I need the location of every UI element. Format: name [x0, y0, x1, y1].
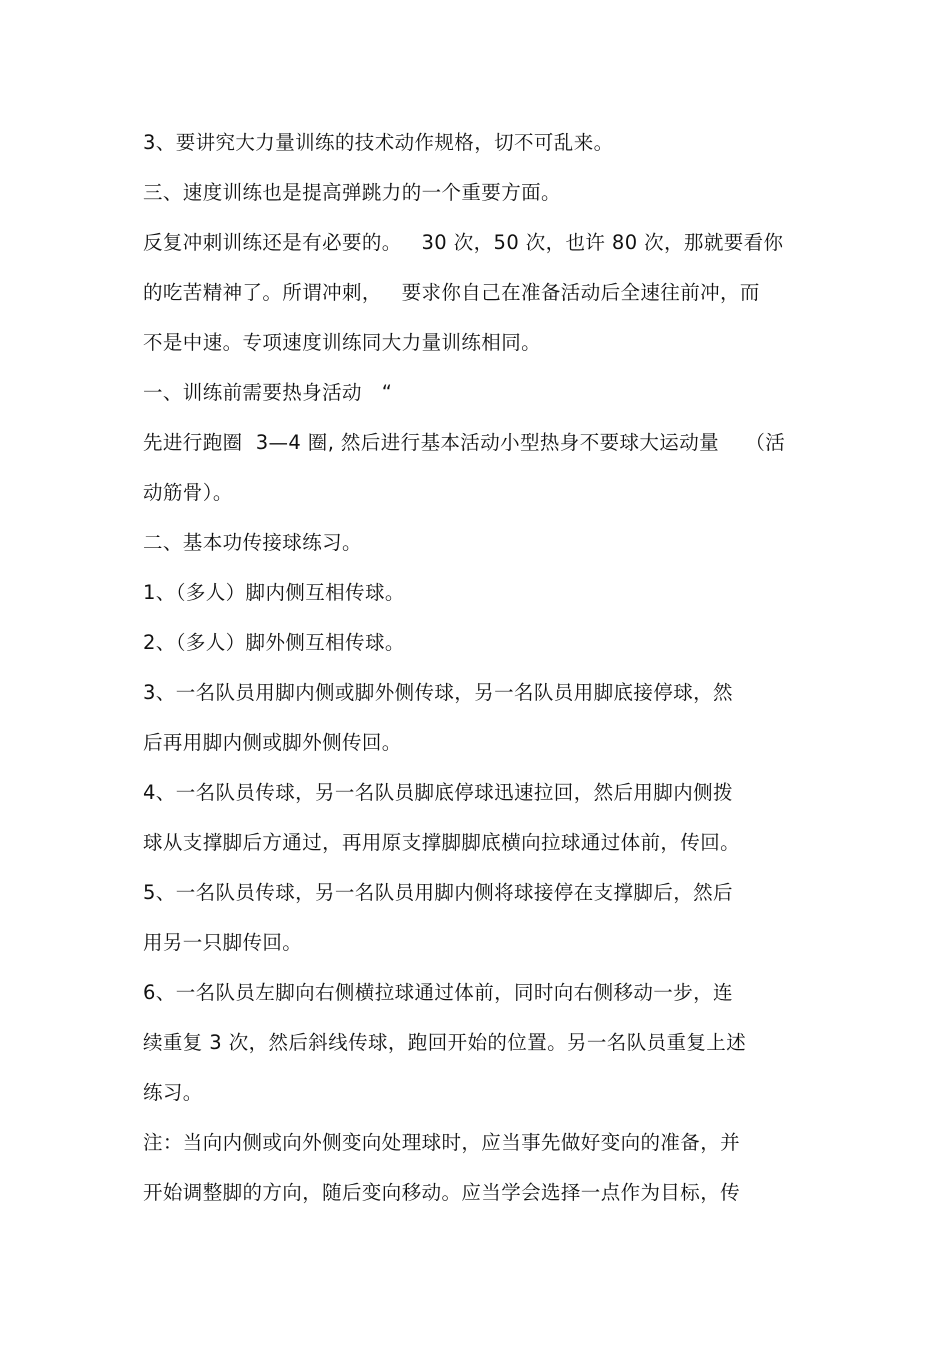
- text-line: 一、训练前需要热身活动 “: [143, 381, 393, 404]
- text-line: 1、（多人）脚内侧互相传球。: [143, 581, 405, 604]
- text-line: 6、一名队员左脚向右侧横拉球通过体前，同时向右侧移动一步，连: [143, 981, 733, 1004]
- text-line: 三、速度训练也是提高弹跳力的一个重要方面。: [143, 181, 561, 204]
- text-line: 续重复 3 次，然后斜线传球，跑回开始的位置。另一名队员重复上述: [143, 1031, 747, 1054]
- text-line: 练习。: [143, 1081, 203, 1104]
- text-line: 2、（多人）脚外侧互相传球。: [143, 631, 405, 654]
- text-line: 用另一只脚传回。: [143, 931, 303, 954]
- text-line: 不是中速。专项速度训练同大力量训练相同。: [143, 331, 542, 354]
- text-line: 的吃苦精神了。所谓冲刺， 要求你自己在准备活动后全速往前冲，而: [143, 281, 760, 304]
- text-line: 球从支撑脚后方通过，再用原支撑脚脚底横向拉球通过体前，传回。: [143, 831, 741, 854]
- text-line: 3、一名队员用脚内侧或脚外侧传球，另一名队员用脚底接停球，然: [143, 681, 733, 704]
- text-line: 动筋骨）。: [143, 481, 233, 504]
- text-line: 5、一名队员传球，另一名队员用脚内侧将球接停在支撑脚后，然后: [143, 881, 733, 904]
- text-line: 3、要讲究大力量训练的技术动作规格，切不可乱来。: [143, 131, 614, 154]
- text-line: 开始调整脚的方向，随后变向移动。应当学会选择一点作为目标，传: [143, 1181, 741, 1204]
- text-line: 二、基本功传接球练习。: [143, 531, 362, 554]
- text-line: 反复冲刺训练还是有必要的。 30 次，50 次，也许 80 次，那就要看你: [143, 231, 784, 254]
- text-line: 先进行跑圈 3—4 圈, 然后进行基本活动小型热身不要球大运动量 （活: [143, 431, 786, 454]
- text-line: 注：当向内侧或向外侧变向处理球时，应当事先做好变向的准备，并: [143, 1131, 741, 1154]
- text-line: 4、一名队员传球，另一名队员脚底停球迅速拉回，然后用脚内侧拨: [143, 781, 733, 804]
- text-line: 后再用脚内侧或脚外侧传回。: [143, 731, 402, 754]
